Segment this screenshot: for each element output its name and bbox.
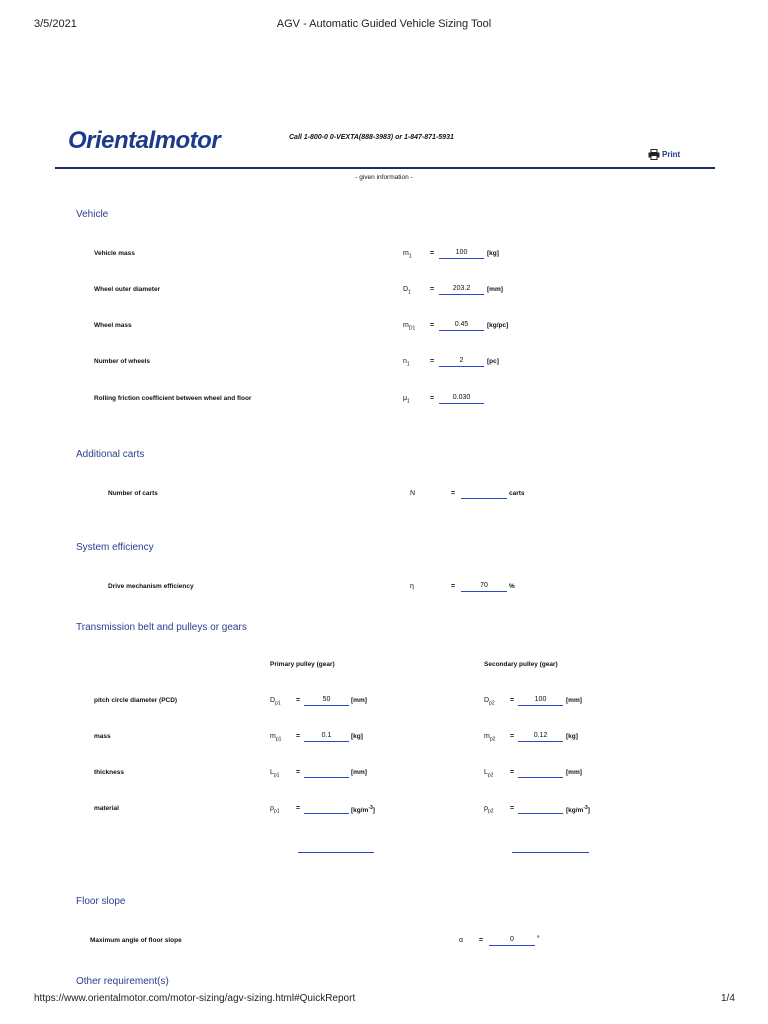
equals-sign: = <box>510 769 515 776</box>
vehicle-row-input[interactable]: 0.45 <box>439 319 484 331</box>
secondary-pulley-symbol: $L_{p2}$ <box>484 769 494 779</box>
vehicle-row-unit: [kg/pc] <box>487 322 509 329</box>
section-heading-floor-slope: Floor slope <box>76 896 126 907</box>
drive-efficiency-unit: % <box>509 583 515 590</box>
section-heading-system-efficiency: System efficiency <box>76 542 154 553</box>
given-information-label: - given information - <box>355 174 413 181</box>
primary-pulley-symbol: $L_{p1}$ <box>270 769 280 779</box>
number-of-carts-symbol: N <box>410 490 416 497</box>
floor-slope-label: Maximum angle of floor slope <box>90 937 182 944</box>
vehicle-row-unit: [pc] <box>487 358 499 365</box>
equals-sign: = <box>296 769 301 776</box>
primary-pulley-input[interactable] <box>304 802 349 814</box>
drive-efficiency-symbol: η <box>410 583 414 590</box>
vehicle-row-symbol: $\mu_1$ <box>403 395 410 405</box>
primary-pulley-unit: [mm] <box>351 769 367 776</box>
transmission-row-label: material <box>94 805 119 812</box>
equals-sign: = <box>296 697 301 704</box>
equals-sign: = <box>451 490 456 497</box>
vehicle-row-symbol: $m_1$ <box>403 250 412 260</box>
vehicle-row-unit: [kg] <box>487 250 499 257</box>
print-button[interactable] <box>648 149 680 160</box>
equals-sign: = <box>430 322 435 329</box>
secondary-pulley-input[interactable]: 100 <box>518 694 563 706</box>
vehicle-row-unit: [mm] <box>487 286 503 293</box>
floor-slope-unit: ° <box>537 935 540 942</box>
vehicle-row-label: Number of wheels <box>94 358 150 365</box>
print-date: 3/5/2021 <box>34 18 77 30</box>
page-url[interactable]: https://www.orientalmotor.com/motor-sizing/agv-sizing.html#QuickReport <box>34 993 356 1004</box>
vehicle-row-input[interactable]: 2 <box>439 355 484 367</box>
floor-slope-input[interactable]: 0 <box>489 934 535 946</box>
drive-efficiency-label: Drive mechanism efficiency <box>108 583 194 590</box>
primary-pulley-input[interactable]: 0.1 <box>304 730 349 742</box>
orientalmotor-logo: Orientalmotor <box>68 127 221 154</box>
vehicle-row-symbol: $m_{D1}$ <box>403 322 416 332</box>
secondary-pulley-symbol: $\rho_{p2}$ <box>484 805 494 815</box>
vehicle-row-label: Vehicle mass <box>94 250 135 257</box>
transmission-row-label: pitch circle diameter (PCD) <box>94 697 178 704</box>
secondary-pulley-symbol: $D_{p2}$ <box>484 697 495 707</box>
vehicle-row-label: Wheel outer diameter <box>94 286 161 293</box>
secondary-pulley-material-select[interactable] <box>512 851 589 853</box>
secondary-pulley-unit: [mm] <box>566 697 582 704</box>
secondary-pulley-unit: $[kg/m^{-3}]$ <box>566 805 590 815</box>
vehicle-row-label: Rolling friction coefficient between wheel and floor <box>94 395 252 402</box>
transmission-row-label: mass <box>94 733 111 740</box>
vehicle-row-symbol: $n_1$ <box>403 358 410 368</box>
equals-sign: = <box>296 733 301 740</box>
vehicle-row-input[interactable]: 0.030 <box>439 392 484 404</box>
page-number: 1/4 <box>721 993 735 1004</box>
section-heading-additional-carts: Additional carts <box>76 449 145 460</box>
equals-sign: = <box>510 697 515 704</box>
secondary-pulley-heading: Secondary pulley (gear) <box>484 661 558 668</box>
section-heading-transmission: Transmission belt and pulleys or gears <box>76 622 247 633</box>
vehicle-row-label: Wheel mass <box>94 322 132 329</box>
secondary-pulley-input[interactable] <box>518 802 563 814</box>
primary-pulley-unit: [kg] <box>351 733 363 740</box>
number-of-carts-unit: carts <box>509 490 525 497</box>
floor-slope-symbol: α <box>459 937 464 944</box>
equals-sign: = <box>430 395 435 402</box>
primary-pulley-symbol: $D_{p1}$ <box>270 697 281 707</box>
secondary-pulley-input[interactable]: 0.12 <box>518 730 563 742</box>
secondary-pulley-unit: [mm] <box>566 769 582 776</box>
vehicle-row-input[interactable]: 100 <box>439 247 484 259</box>
primary-pulley-heading: Primary pulley (gear) <box>270 661 335 668</box>
equals-sign: = <box>479 937 484 944</box>
section-heading-other-requirements: Other requirement(s) <box>76 976 169 987</box>
secondary-pulley-input[interactable] <box>518 766 563 778</box>
transmission-row-label: thickness <box>94 769 124 776</box>
equals-sign: = <box>451 583 456 590</box>
primary-pulley-input[interactable]: 50 <box>304 694 349 706</box>
secondary-pulley-symbol: $m_{p2}$ <box>484 733 496 743</box>
equals-sign: = <box>430 286 435 293</box>
vehicle-row-symbol: $D_1$ <box>403 286 411 296</box>
primary-pulley-symbol: $m_{p1}$ <box>270 733 282 743</box>
phone-number: Call 1-800-0 0-VEXTA(888-3983) or 1-847-871-5931 <box>289 134 454 141</box>
print-label[interactable]: Print <box>662 150 681 159</box>
drive-efficiency-input[interactable]: 70 <box>461 580 507 592</box>
equals-sign: = <box>296 805 301 812</box>
equals-sign: = <box>510 733 515 740</box>
primary-pulley-input[interactable] <box>304 766 349 778</box>
number-of-carts-label: Number of carts <box>108 490 158 497</box>
printer-icon <box>648 149 660 160</box>
secondary-pulley-unit: [kg] <box>566 733 578 740</box>
primary-pulley-unit: $[kg/m^{-3}]$ <box>351 805 375 815</box>
equals-sign: = <box>510 805 515 812</box>
header-divider <box>55 167 715 169</box>
section-heading-vehicle: Vehicle <box>76 209 109 220</box>
page-title: AGV - Automatic Guided Vehicle Sizing Tool <box>276 18 492 30</box>
equals-sign: = <box>430 250 435 257</box>
number-of-carts-input[interactable] <box>461 487 507 499</box>
primary-pulley-unit: [mm] <box>351 697 367 704</box>
primary-pulley-material-select[interactable] <box>298 851 374 853</box>
primary-pulley-symbol: $\rho_{p1}$ <box>270 805 280 815</box>
equals-sign: = <box>430 358 435 365</box>
vehicle-row-input[interactable]: 203.2 <box>439 283 484 295</box>
